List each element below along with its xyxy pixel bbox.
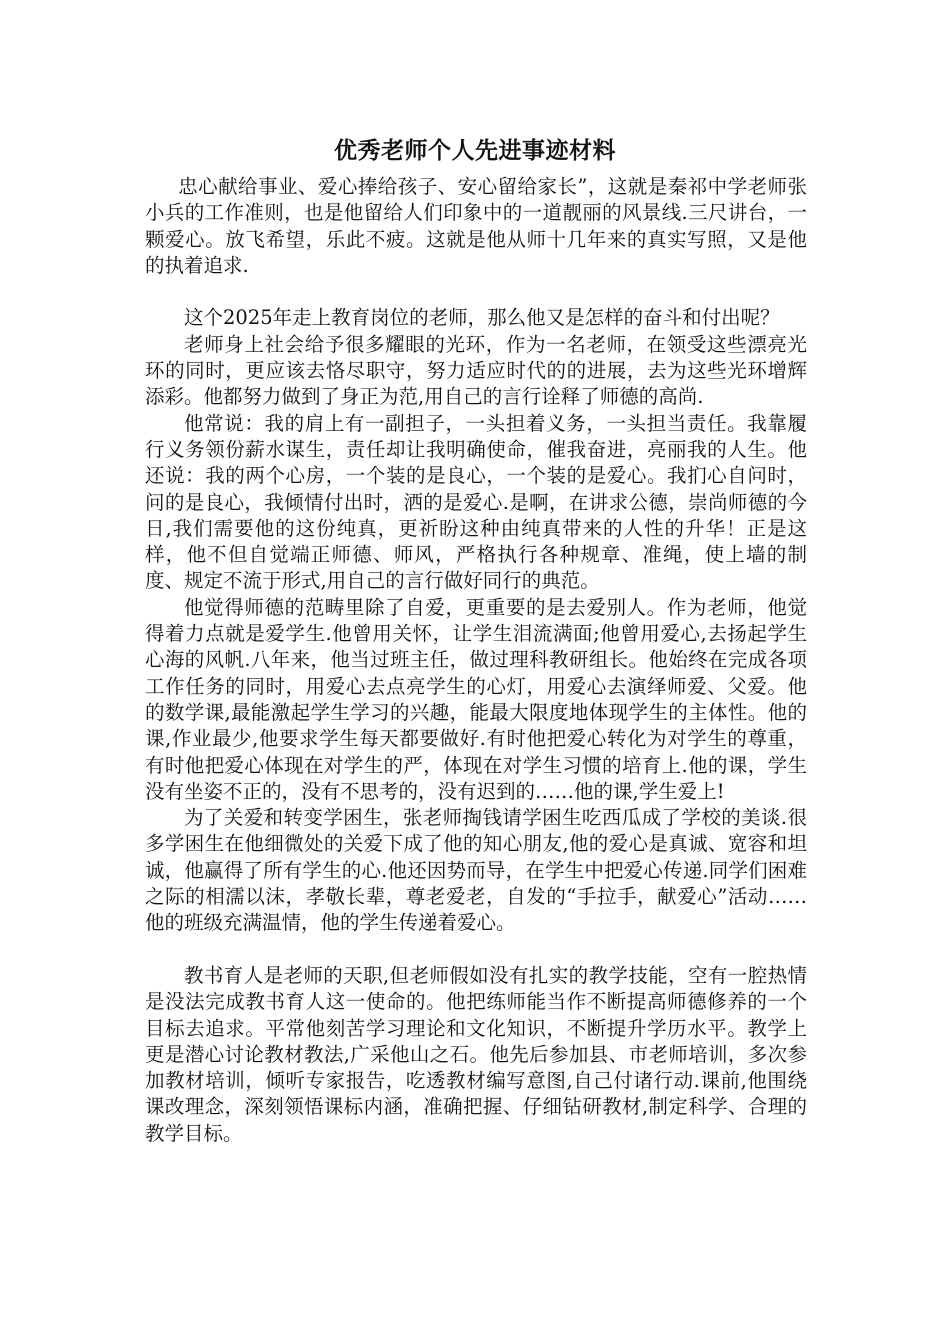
paragraph-4: 他常说：我的肩上有一副担子，一头担着义务，一头担当责任。我靠履行义务领份薪水谋生，责任却让我明确使命，催我奋进，亮丽我的人生。他还说：我的两个心房，一个装的是良心，一个装的是爱心。我扪心自问时，问的是良心，我倾情付出时，洒的是爱心.是啊，在讲求公德，崇尚师德的今日,我们需要他的这份纯真，更祈盼这种由纯真带来的人性的升华！正是这样，他不但自觉端正师德、师风，严格执行各种规章、准绳，使上墙的制度、规定不流于形式,用自己的言行做好同行的典范。 [145, 411, 807, 593]
document-body [145, 174, 807, 1147]
paragraph-2: 这个2025年走上教育岗位的老师，那么他又是怎样的奋斗和付出呢？ [184, 306, 780, 330]
paragraph-1: 忠心献给事业、爱心捧给孩子、安心留给家长”，这就是秦祁中学老师张小兵的工作准则，也是他留给人们印象中的一道靓丽的风景线.三尺讲台，一颗爱心。放飞希望，乐此不疲。这就是他从师十几年来的真实写照，又是他的执着追求. [145, 175, 807, 277]
paragraph-5: 他觉得师德的范畴里除了自爱，更重要的是去爱别人。作为老师，他觉得着力点就是爱学生.他曾用关怀，让学生泪流满面;他曾用爱心,去扬起学生心海的风帆.八年来，他当过班主任，做过理科教研组长。他始终在完成各项工作任务的同时，用爱心去点亮学生的心灯，用爱心去演绎师爱、父爱。他的数学课,最能激起学生学习的兴趣，能最大限度地体现学生的主体性。他的课,作业最少,他要求学生每天都要做好.有时他把爱心转化为对学生的尊重，有时他把爱心体现在对学生的严，体现在对学生习惯的培育上.他的课，学生没有坐姿不正的，没有不思考的，没有迟到的……他的课,学生爱上! [145, 595, 807, 803]
document-title: 优秀老师个人先进事迹材料 [334, 137, 616, 164]
paragraph-3: 老师身上社会给予很多耀眼的光环，作为一名老师，在领受这些漂亮光环的同时，更应该去恪尽职守，努力适应时代的的进展，去为这些光环增辉添彩。他都努力做到了身正为范,用自己的言行诠释了师德的高尚. [145, 332, 807, 409]
paragraph-spacer [145, 937, 807, 963]
paragraph-spacer [145, 279, 807, 305]
paragraph-6: 为了关爱和转变学困生，张老师掏钱请学困生吃西瓜成了学校的美谈.很多学困生在他细微处的关爱下成了他的知心朋友,他的爱心是真诚、宽容和坦诚，他赢得了所有学生的心.他还因势而导，在学生中把爱心传递.同学们困难之际的相濡以沫，孝敬长辈，尊老爱老，自发的“手拉手，献爱心”活动……他的班级充满温情，他的学生传递着爱心。 [145, 806, 807, 935]
paragraph-7: 教书育人是老师的天职,但老师假如没有扎实的教学技能，空有一腔热情是没法完成教书育人这一使命的。他把练师能当作不断提高师德修养的一个目标去追求。平常他刻苦学习理论和文化知识，不断提升学历水平。教学上更是潜心讨论教材教法,广采他山之石。他先后参加县、市老师培训，多次参加教材培训，倾听专家报告，吃透教材编写意图,自己付诸行动.课前,他围绕课改理念，深刻领悟课标内涵，准确把握、仔细钻研教材,制定科学、合理的教学目标。 [145, 963, 807, 1145]
